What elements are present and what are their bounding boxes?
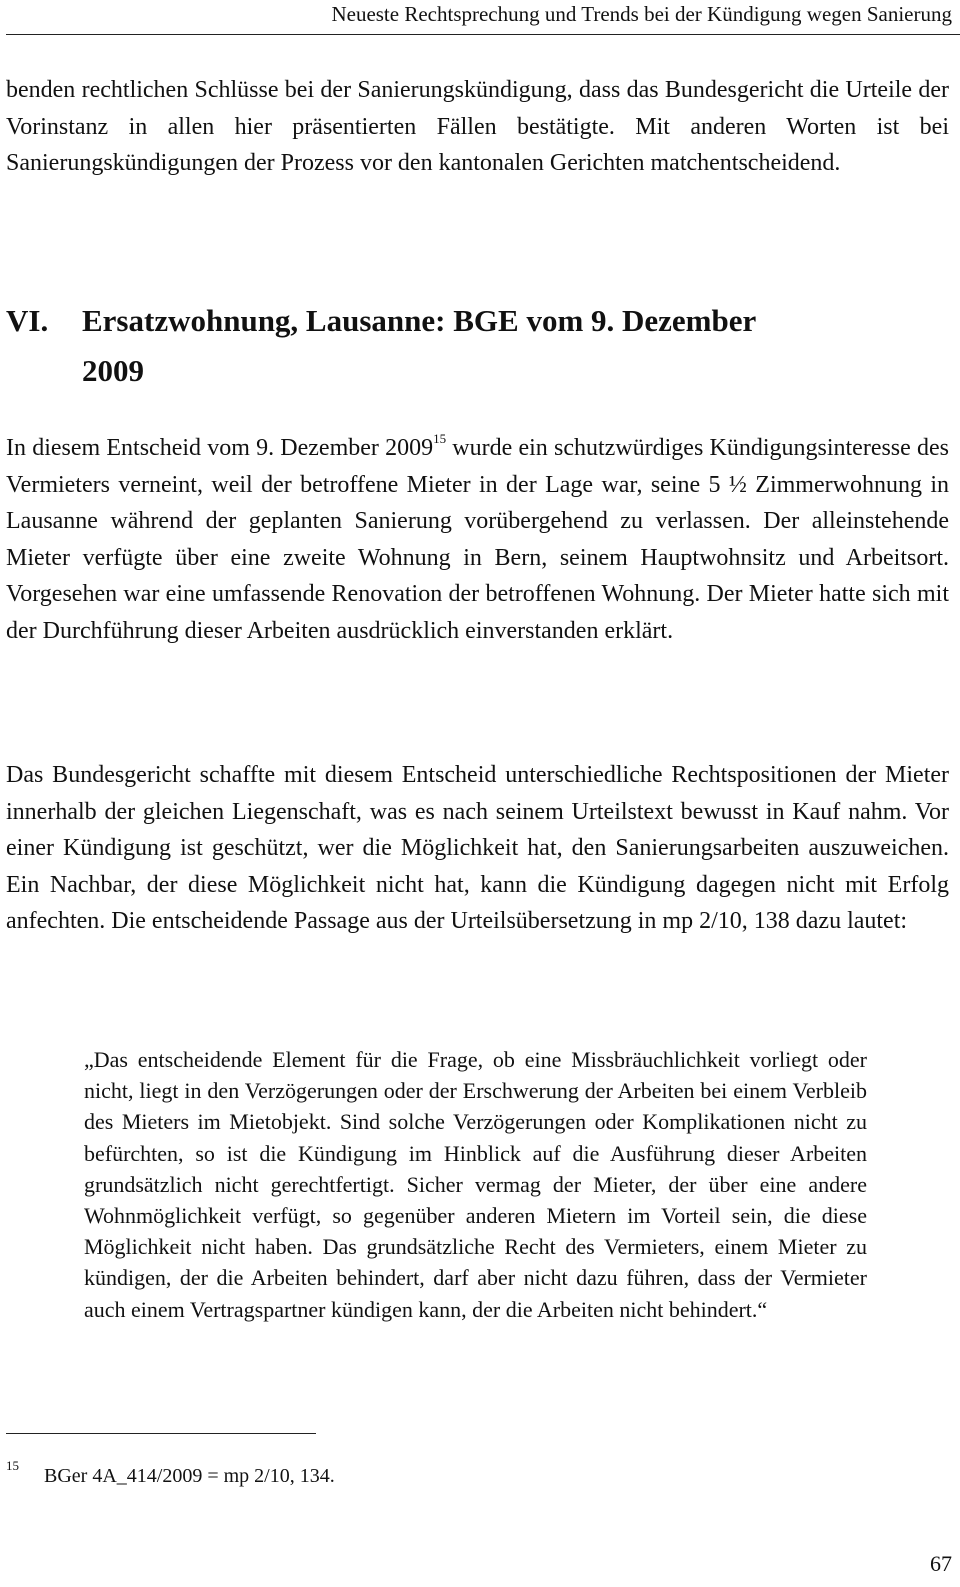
section-title-line1: Ersatzwohnung, Lausanne: BGE vom 9. Dezember <box>82 303 757 338</box>
section-title-line2: 2009 <box>82 353 144 388</box>
footnote-text: BGer 4A_414/2009 = mp 2/10, 134. <box>44 1465 335 1487</box>
section-heading <box>6 296 946 396</box>
footnote-rule <box>6 1433 316 1434</box>
page-number: 67 <box>930 1551 952 1576</box>
footnote-reference: 15 <box>433 431 447 446</box>
paragraph-decision-rest: wurde ein schutzwürdiges Kündigungsinteresse des Vermieters verneint, weil der betroffene Mieter in der Lage war, seine 5 ½ Zimmerwohnung in Lausanne während der geplanten Sanierung vorübergehend zu verlassen. Der alleinstehende Mieter verfügte über eine zweite Wohnung in Bern, seinem Hauptwohnsitz und Arbeitsort. Vorgesehen war eine umfassende Renovation der betroffenen Wohnung. Der Mieter hatte sich mit der Durchführung dieser Arbeiten ausdrücklich einverstanden erklärt. <box>6 435 949 644</box>
footnote-number: 15 <box>6 1458 19 1473</box>
header-rule <box>6 34 960 35</box>
section-number: VI. <box>6 303 49 338</box>
paragraph-intro: benden rechtlichen Schlüsse bei der Sanierungskündigung, dass das Bundesgericht die Urteile der Vorinstanz in allen hier präsentierten Fällen bestätigte. Mit anderen Worten ist bei Sanierungskündigungen der Prozess vor den kantonalen Gerichten matchentscheidend. <box>6 77 949 177</box>
section-heading-line1 <box>6 296 946 346</box>
paragraph-decision <box>6 430 949 650</box>
footnote <box>6 1458 335 1490</box>
paragraph-decision-start: In diesem Entscheid vom 9. Dezember 2009 <box>6 435 434 461</box>
running-header: Neueste Rechtsprechung und Trends bei der Kündigung wegen Sanierung <box>331 2 952 26</box>
paragraph-analysis: Das Bundesgericht schaffte mit diesem Entscheid unterschiedliche Rechtspositionen der Mieter innerhalb der gleichen Liegenschaft, was es nach seinem Urteilstext bewusst in Kauf nahm. Vor einer Kündigung ist geschützt, wer die Möglichkeit hat, den Sanierungsarbeiten auszuweichen. Ein Nachbar, der diese Möglichkeit nicht hat, kann die Kündigung dagegen nicht mit Erfolg anfechten. Die entscheidende Passage aus der Urteilsübersetzung in mp 2/10, 138 dazu lautet: <box>6 762 949 935</box>
block-quote: „Das entscheidende Element für die Frage, ob eine Missbräuchlichkeit vorliegt oder nicht, liegt in den Verzögerungen oder der Erschwerung der Arbeiten bei einem Verbleib des Mieters im Mietobjekt. Sind solche Verzögerungen oder Komplikationen nicht zu befürchten, so ist die Kündigung im Hinblick auf die Ausführung dieser Arbeiten grundsätzlich nicht gerechtfertigt. Sicher vermag der Mieter, der über eine andere Wohnmöglichkeit verfügt, so gegenüber anderen Mietern im Vorteil sein, die diese Möglichkeit nicht haben. Das grundsätzliche Recht des Vermieters, einem Mieter zu kündigen, der die Arbeiten behindert, darf aber nicht dazu führen, dass der Vermieter auch einem Vertragspartner kündigen kann, der die Arbeiten nicht behindert.“ <box>84 1047 867 1322</box>
